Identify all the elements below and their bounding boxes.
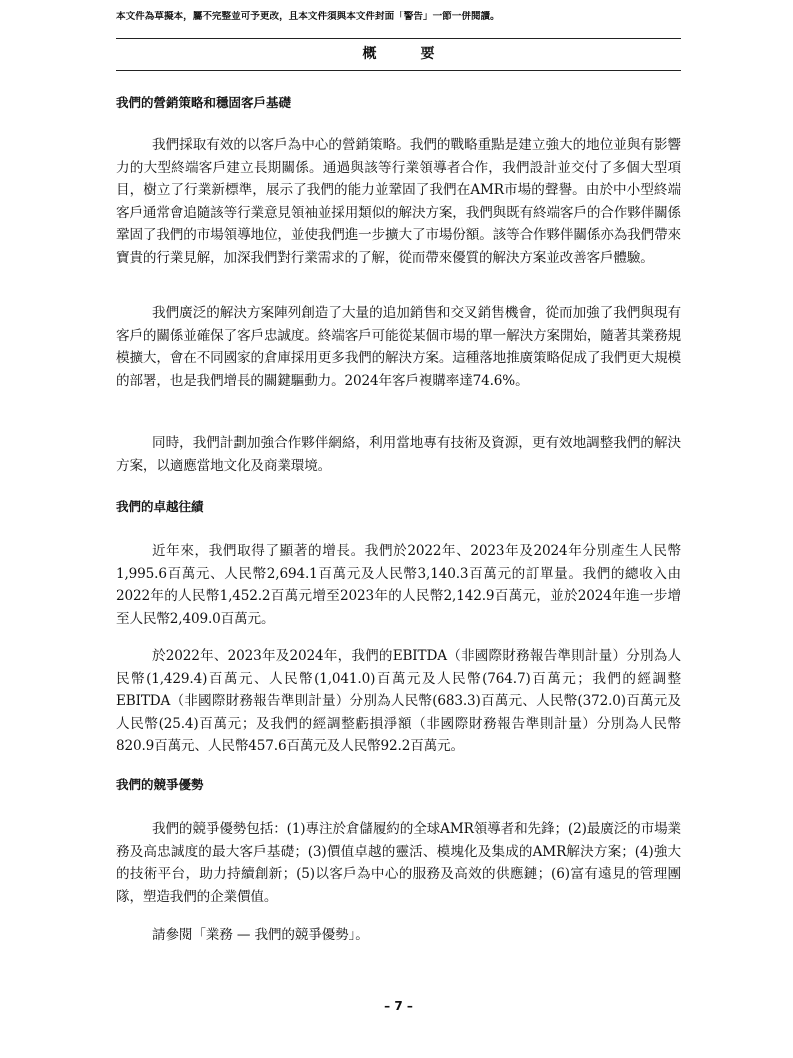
header-rule-top	[116, 38, 681, 39]
page-title: 概 要	[362, 46, 450, 62]
page-number: – 7 –	[384, 999, 413, 1013]
paragraph-track-record-2: 於2022年、2023年及2024年，我們的EBITDA（非國際財務報告準則計量）分別為人民幣(1,429.4)百萬元、人民幣(1,041.0)百萬元及人民幣(764.7)百萬元；我們的經調整EBITDA（非國際財務報告準則計量）分別為人民幣(683.3)百萬元、人民幣(372.0)百萬元及人民幣(25.4)百萬元；及我們的經調整虧損淨額（非國際財務報告準則計量）分別為人民幣820.9百萬元、人民幣457.6百萬元及人民幣92.2百萬元。	[116, 648, 681, 754]
heading-marketing-strategy: 我們的營銷策略和穩固客戶基礎	[116, 95, 292, 110]
paragraph-marketing-3: 同時，我們計劃加強合作夥伴網絡，利用當地專有技術及資源，更有效地調整我們的解決方案，以適應當地文化及商業環境。	[116, 435, 681, 474]
draft-warning-notice: 本文件為草擬本，屬不完整並可予更改，且本文件須與本文件封面「警告」一節一併閱讀。	[116, 11, 500, 22]
paragraph-marketing-2: 我們廣泛的解決方案陣列創造了大量的追加銷售和交叉銷售機會，從而加強了我們與現有客戶的關係並確保了客戶忠誠度。終端客戶可能從某個市場的單一解決方案開始，隨著其業務規模擴大，會在不同國家的倉庫採用更多我們的解決方案。這種落地推廣策略促成了我們更大規模的部署，也是我們增長的關鍵驅動力。2024年客戶複購率達74.6%。	[116, 305, 681, 389]
paragraph-strengths-1: 我們的競爭優勢包括：(1)專注於倉儲履約的全球AMR領導者和先鋒；(2)最廣泛的市場業務及高忠誠度的最大客戶基礎；(3)價值卓越的靈活、模塊化及集成的AMR解決方案；(4)強大的技術平台，助力持續創新；(5)以客戶為中心的服務及高效的供應鏈；(6)富有遠見的管理團隊，塑造我們的企業價值。	[116, 821, 681, 905]
heading-track-record: 我們的卓越往績	[116, 499, 204, 514]
heading-competitive-strengths: 我們的競爭優勢	[116, 777, 204, 792]
paragraph-strengths-reference: 請參閱「業務 — 我們的競爭優勢」。	[152, 927, 369, 943]
paragraph-track-record-1: 近年來，我們取得了顯著的增長。我們於2022年、2023年及2024年分別產生人民幣1,995.6百萬元、人民幣2,694.1百萬元及人民幣3,140.3百萬元的訂單量。我們的總收入由2022年的人民幣1,452.2百萬元增至2023年的人民幣2,142.9百萬元，並於2024年進一步增至人民幣2,409.0百萬元。	[116, 543, 681, 627]
header-rule-bottom	[116, 70, 681, 71]
paragraph-marketing-1: 我們採取有效的以客戶為中心的營銷策略。我們的戰略重點是建立強大的地位並與有影響力的大型終端客戶建立長期關係。通過與該等行業領導者合作，我們設計並交付了多個大型項目，樹立了行業新標準，展示了我們的能力並鞏固了我們在AMR市場的聲譽。由於中小型終端客戶通常會追隨該等行業意見領袖並採用類似的解決方案，我們與既有終端客戶的合作夥伴關係鞏固了我們的市場領導地位，並使我們進一步擴大了市場份額。該等合作夥伴關係亦為我們帶來寶貴的行業見解，加深我們對行業需求的了解，從而帶來優質的解決方案並改善客戶體驗。	[116, 137, 681, 266]
